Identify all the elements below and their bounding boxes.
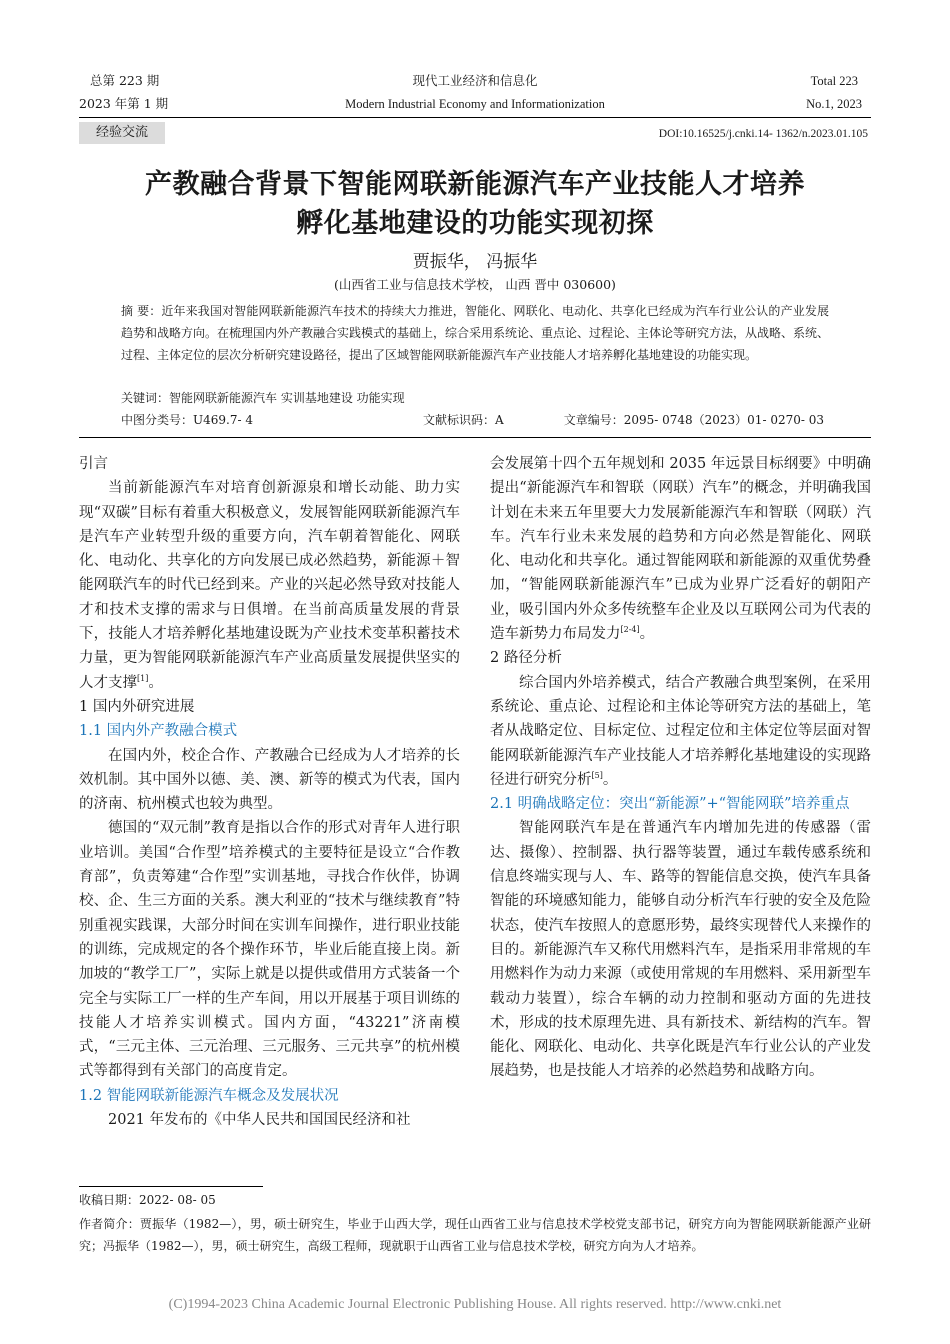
abstract-rule — [79, 437, 871, 438]
copyright-notice: (C)1994-2023 China Academic Journal Electronic Publishing House. All rights reserved. http://www.cnki.net — [168, 1297, 782, 1312]
header-rule — [79, 117, 871, 118]
authors: 贾振华， 冯振华 — [412, 252, 538, 272]
keywords: 关键词：智能网联新能源汽车 实训基地建设 功能实现 — [121, 391, 405, 405]
issue-no-en: No.1, 2023 — [806, 97, 862, 111]
citation: [5] — [591, 771, 603, 781]
section-2-heading: 2 路径分析 — [490, 650, 562, 667]
paragraph: 会发展第十四个五年规划和 2035 年远景目标纲要》中明确提出“新能源汽车和智联（网联）汽车”的概念，并明确我国计划在未来五年里要大力发展新能源汽车和智联（网联）汽车。汽车行业未来发展的趋势和方向必然是智能化、网联化、电动化和共享化。通过智能网联和新能源的双重优势叠加，“智能网联新能源汽车”已成为业界广泛看好的朝阳产业，吸引国内外众多传统整车企业及以互联网公司为代表的造车新势力布局发力[2-4]。 — [490, 456, 871, 643]
issue-total-cn: 总第 223 期 — [90, 73, 160, 88]
issue-total-en: Total 223 — [810, 74, 858, 88]
section-2-1-heading: 2.1 明确战略定位：突出“新能源”+“智能网联”培养重点 — [490, 796, 850, 813]
abstract: 摘 要：近年来我国对智能网联新能源汽车技术的持续大力推进，智能化、网联化、电动化、共享化已经成为汽车行业公认的产业发展趋势和战略方向。在梳理国内外产教融合实践模式的基础上，综合采用系统论、重点论、过程论、主体论等研究方法，从战略、系统、过程、主体定位的层次分析研究建设路径，提出了区域智能网联新能源汽车产业技能人才培养孵化基地建设的功能实现。 — [121, 304, 830, 362]
doi: DOI:10.16525/j.cnki.14- 1362/n.2023.01.105 — [658, 128, 868, 140]
section-1-2-heading: 1.2 智能网联新能源汽车概念及发展状况 — [79, 1087, 339, 1104]
right-column — [490, 452, 871, 1084]
paper-title-line2: 孵化基地建设的功能实现初探 — [296, 208, 654, 239]
paragraph: 在国内外，校企合作、产教融合已经成为人才培养的长效机制。其中国外以德、美、澳、新等的模式为代表，国内的济南、杭州模式也较为典型。 — [79, 747, 460, 813]
issue-year-cn: 2023 年第 1 期 — [79, 96, 169, 111]
left-column — [79, 452, 460, 1132]
author-bio: 作者简介：贾振华（1982—），男，硕士研究生，毕业于山西大学，现任山西省工业与信息技术学校党支部书记，研究方向为智能网联新能源产业研究；冯振华（1982—），男，硕士研究生，高级工程师，现就职于山西省工业与信息技术学校，研究方向为人才培养。 — [79, 1217, 871, 1253]
paragraph: 德国的“双元制”教育是指以合作的形式对青年人进行职业培训。美国“合作型”培养模式的主要特征是设立“合作教育部”，负责筹建“合作型”实训基地，寻找合作伙伴，协调校、企、生三方面的关系。澳大利亚的“技术与继续教育”特别重视实践课，大部分时间在实训车间操作，进行职业技能的训练，完成规定的各个操作环节，毕业后能直接上岗。新加坡的“教学工厂”，实际上就是以提供或借用方式装备一个完全与实际工厂一样的生产车间，用以开展基于项目训练的技能人才培养实训模式。国内方面，“43221”济南模式，“三元主体、三元治理、三元服务、三元共享”的杭州模式等都得到有关部门的高度肯定。 — [79, 820, 460, 1080]
article-number: 文章编号：2095- 0748（2023）01- 0270- 03 — [563, 413, 824, 427]
intro-paragraph: 当前新能源汽车对培育创新源泉和增长动能、助力实现“双碳”目标有着重大积极意义，发展智能网联新能源汽车是汽车产业转型升级的重要方向，汽车朝着智能化、网联化、电动化、共享化的方向发展已成必然趋势，新能源＋智能网联汽车的时代已经到来。产业的兴起必然导致对技能人才和技术支撑的需求与日俱增。在当前高质量发展的背景下，技能人才培养孵化基地建设既为产业技术变革积蓄技术力量，更为智能网联新能源汽车产业高质量发展提供坚实的人才支撑[1]。 — [79, 480, 460, 691]
affiliation: (山西省工业与信息技术学校， 山西 晋中 030600) — [334, 277, 616, 292]
clc-number: 中图分类号：U469.7- 4 — [121, 413, 253, 427]
paragraph: 智能网联汽车是在普通汽车内增加先进的传感器（雷达、摄像）、控制器、执行器等装置，通过车载传感系统和信息终端实现与人、车、路等的智能信息交换，使汽车具备智能的环境感知能力，能够自动分析汽车行驶的安全及危险状态，使汽车按照人的意愿形势，最终实现替代人来操作的目的。新能源汽车又称代用燃料汽车，是指采用非常规的车用燃料作为动力来源（或使用常规的车用燃料、采用新型车载动力装置），综合车辆的动力控制和驱动方面的先进技术，形成的技术原理先进、具有新技术、新结构的汽车。智能化、网联化、电动化、共享化既是汽车行业公认的产业发展趋势，也是技能人才培养的必然趋势和战略方向。 — [490, 820, 871, 1080]
received-date: 收稿日期：2022- 08- 05 — [79, 1193, 216, 1207]
paragraph: 综合国内外培养模式，结合产教融合典型案例，在采用系统论、重点论、过程论和主体论等研究方法的基础上，笔者从战略定位、目标定位、过程定位和主体定位等层面对智能网联新能源汽车产业技能人才培养孵化基地建设的实现路径进行研究分析[5]。 — [490, 674, 871, 788]
section-1-1-heading: 1.1 国内外产教融合模式 — [79, 723, 238, 740]
paragraph: 2021 年发布的《中华人民共和国国民经济和社 — [108, 1112, 411, 1129]
paper-title-line1: 产教融合背景下智能网联新能源汽车产业技能人才培养 — [145, 169, 805, 200]
journal-title-en: Modern Industrial Economy and Informationization — [345, 97, 605, 111]
document-code: 文献标识码：A — [423, 413, 504, 427]
intro-heading: 引言 — [79, 456, 108, 472]
journal-title-cn: 现代工业经济和信息化 — [412, 73, 538, 88]
footnote-rule — [79, 1186, 263, 1187]
citation: [2-4] — [620, 625, 640, 635]
section-tag: 经验交流 — [79, 122, 165, 144]
section-1-heading: 1 国内外研究进展 — [79, 698, 195, 715]
citation: [1] — [137, 673, 149, 683]
